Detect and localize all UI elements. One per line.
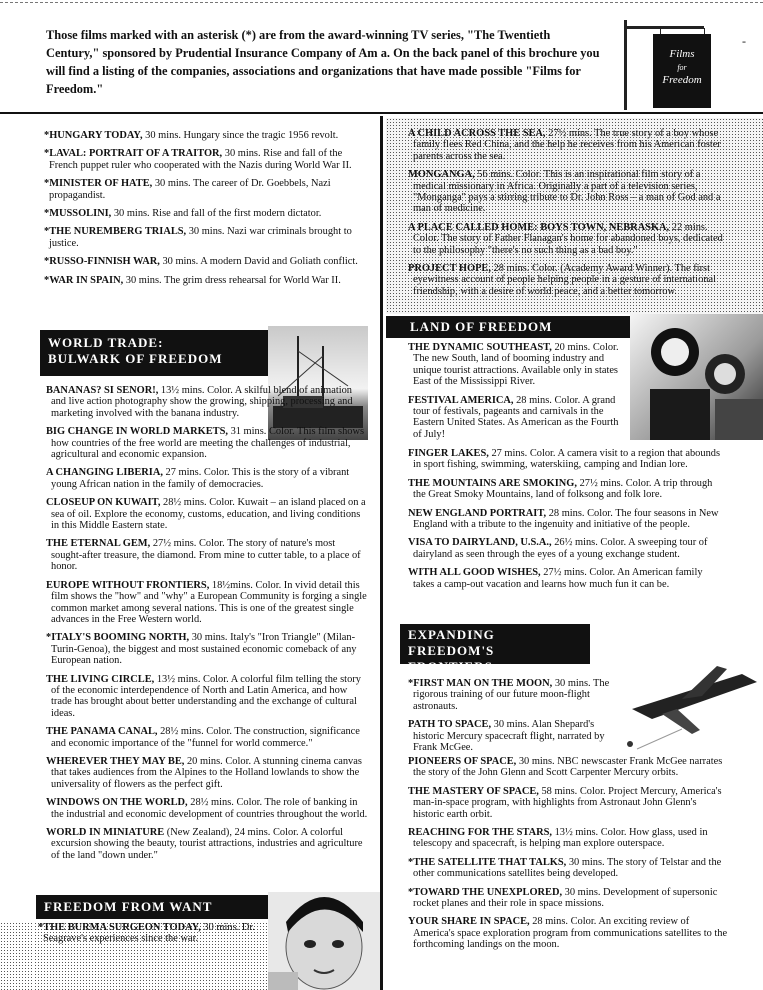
film-description: 30 mins. The rigorous training of our future moon-flight astronauts. — [413, 678, 610, 712]
stipple-pattern — [0, 922, 34, 990]
film-entry — [46, 632, 368, 666]
film-description: 20 mins. Color. A stunning cinema canvas that takes audiences from the Alpines to the Holland lowlands to show the universality of flowers as the perfect gift. — [51, 755, 362, 790]
film-title: FESTIVAL AMERICA, — [408, 394, 514, 406]
film-description: 13½ mins. Color. How glass, used in telescopy and spacecraft, is helping man explore outerspace. — [413, 827, 708, 850]
film-title: FINGER LAKES, — [408, 448, 489, 459]
film-entry — [46, 580, 368, 626]
film-entry — [46, 538, 368, 572]
film-title: *ITALY'S BOOMING NORTH, — [46, 632, 190, 644]
history-films-list — [44, 130, 366, 293]
festival-photo — [630, 314, 763, 440]
film-title: A PLACE CALLED HOME: BOYS TOWN, NEBRASKA, — [408, 221, 670, 233]
film-entry — [408, 857, 730, 880]
film-description: 30 mins. Italy's "Iron Triangle" (Milan-Turin-Genoa), the biggest and most sustained economic comeback of any European nation. — [51, 632, 357, 667]
masked-figures-icon — [630, 314, 763, 440]
film-description: 30 mins. Development of supersonic rocket planes and their role in space missions. — [413, 886, 718, 910]
margin-mark: - — [742, 34, 746, 48]
film-title: THE ETERNAL GEM, — [46, 538, 151, 550]
film-entry — [46, 497, 368, 531]
film-description: 30 mins. Nazi war criminals brought to justice. — [49, 226, 352, 249]
film-entry — [38, 922, 264, 945]
film-description: 28½ mins. Color. The construction, significance and economic importance of the "funnel for world commerce." — [51, 726, 360, 749]
film-description: 26½ mins. Color. A sweeping tour of dairyland as seen through the eyes of a young exchange student. — [413, 537, 708, 560]
film-entry — [408, 342, 628, 388]
film-description: 27½ mins. The true story of a boy whose family flees Red China, and the help he receives from his American foster parents across the sea. — [413, 128, 721, 162]
film-description: 30 mins. A modern David and Goliath conflict. — [159, 256, 358, 268]
film-title: THE MOUNTAINS ARE SMOKING, — [408, 477, 577, 489]
film-description: 18½mins. Color. In vivid detail this film shows the "how" and "why" a European Community is forging a single common market among several nations. This is one of the greatest single advances in the Free Western world. — [51, 579, 367, 625]
film-title: YOUR SHARE IN SPACE, — [408, 916, 530, 928]
sign-post — [624, 20, 627, 110]
film-description: 30 mins. Hungary since the tragic 1956 revolt. — [142, 130, 339, 141]
film-title: REACHING FOR THE STARS, — [408, 827, 552, 839]
film-description: 27½ mins. Color. The story of nature's most sought-after treasure, the diamond. From mine to cutter table, to a place of honor. — [51, 538, 361, 573]
film-description: 13½ mins. Color. A colorful film telling the story of the economic interdependence of North and Latin America, and how trade has brought about better understanding and the exchange of cultural ideas. — [51, 673, 361, 719]
film-entry — [408, 756, 730, 779]
child-photo — [268, 892, 380, 990]
film-title: *MUSSOLINI, — [44, 208, 112, 220]
films-for-freedom-sign — [620, 20, 715, 110]
band-line: FREEDOM'S FRONTIERS — [408, 643, 495, 674]
rocket-plane-photo — [622, 654, 763, 754]
film-entry — [46, 827, 368, 861]
film-entry — [408, 128, 725, 162]
film-description: 31 mins. Color. This film shows how countries of the free world are meeting the challenges of industrial, agricultural and economic expansion. — [51, 426, 365, 461]
section-band-expanding-frontiers — [400, 624, 590, 674]
column-divider — [380, 116, 383, 990]
film-description: 30 mins. The career of Dr. Goebbels, Nazi propagandist. — [49, 178, 331, 201]
film-title: WORLD IN MINIATURE — [46, 827, 165, 838]
section-band-land-of-freedom: LAND OF FREEDOM — [386, 316, 630, 338]
top-border — [0, 2, 763, 3]
film-title: A CHANGING LIBERIA, — [46, 467, 163, 479]
rocket-plane-icon — [622, 654, 763, 754]
film-entry — [44, 256, 366, 267]
film-entry — [46, 467, 368, 490]
film-entry — [408, 478, 726, 501]
film-description: 28 mins. Color. An exciting review of America's space exploration program from communications satellites to the forthcoming landings on the moon. — [413, 916, 728, 951]
child-face-icon — [268, 892, 380, 990]
film-description: 20 mins. Color. The new South, land of booming industry and unique tourist attractions. Available only in states East of the Mississippi River. — [413, 342, 619, 388]
film-entry — [44, 178, 366, 201]
humanity-films-list — [386, 118, 763, 314]
film-description: 28 mins. Color. A grand tour of festivals, pageants and carnivals in the Eastern United States. As American as the Fourth of July! — [413, 394, 619, 440]
film-entry — [408, 448, 726, 471]
film-title: BIG CHANGE IN WORLD MARKETS, — [46, 426, 228, 438]
section-band-world-trade — [40, 330, 268, 376]
film-description: 28 mins. Color. The four seasons in New England with a tribute to the ingenuity and initiative of the people. — [413, 507, 719, 531]
film-title: WINDOWS ON THE WORLD, — [46, 797, 188, 809]
film-entry — [408, 719, 618, 753]
frontiers-list-top — [408, 678, 618, 760]
film-title: MONGANGA, — [408, 169, 475, 181]
film-entry — [408, 827, 730, 850]
film-description: 30 mins. NBC newscaster Frank McGee narrates the story of the John Glenn and Scott Carpenter Mercury orbits. — [413, 756, 723, 779]
film-description: 27½ mins. Color. A trip through the Great Smoky Mountains, land of folksong and folk lore. — [413, 477, 713, 501]
film-description: 27 mins. Color. A camera visit to a region that abounds in sport fishing, swimming, waterskiing, camping and Indian lore. — [413, 448, 721, 471]
film-description: 22 mins. Color. The story of Father Flanagan's home for abandoned boys, dedicated to the philosophy "there's no such thing as a bad boy." — [413, 221, 723, 256]
film-entry — [408, 537, 726, 560]
sign-line: for — [677, 63, 687, 72]
band-line: BULWARK OF FREEDOM — [48, 351, 223, 366]
frontiers-list — [408, 756, 730, 958]
film-title: WITH ALL GOOD WISHES, — [408, 567, 541, 579]
film-title: *THE BURMA SURGEON TODAY, — [38, 922, 201, 933]
section-band-freedom-from-want: FREEDOM FROM WANT — [36, 895, 268, 919]
film-description: 30 mins. Rise and fall of the French puppet ruler who cooperated with the Nazis during World War II. — [49, 148, 352, 171]
band-line: EXPANDING — [408, 627, 495, 642]
film-entry — [408, 916, 730, 950]
film-title: BANANAS? SI SENOR!, — [46, 385, 159, 396]
film-description: 56 mins. Color. This is an inspirational film story of a medical missionary in Africa. Originally a part of a television series, "Monganga" pays a stirring tribute to Dr. John Ross – a man of God and a man of medicine. — [413, 169, 721, 215]
film-description: 27 mins. Color. This is the story of a vibrant young African nation in the family of democracies. — [51, 467, 350, 490]
film-title: *TOWARD THE UNEXPLORED, — [408, 886, 563, 898]
film-title: THE LIVING CIRCLE, — [46, 673, 155, 685]
film-entry — [408, 508, 726, 531]
film-title: PATH TO SPACE, — [408, 719, 492, 731]
header-rule — [0, 112, 763, 114]
film-description: 28 mins. Color. (Academy Award Winner). The first eyewitness account of people helping people in a gesture of international friendship, with a desire of world peace, and a better tomorrow. — [413, 263, 716, 297]
film-description: (New Zealand), 24 mins. Color. A colorful excursion showing the beauty, tourist attractions, industries and agriculture of the land "down under." — [51, 827, 363, 861]
film-title: WHEREVER THEY MAY BE, — [46, 755, 185, 767]
land-of-freedom-list-top — [408, 342, 628, 447]
sign-line: Films — [669, 48, 695, 60]
film-entry — [44, 275, 366, 286]
film-entry — [46, 797, 368, 820]
film-entry — [44, 226, 366, 249]
film-title: EUROPE WITHOUT FRONTIERS, — [46, 579, 210, 591]
film-title: *RUSSO-FINNISH WAR, — [44, 256, 160, 268]
film-entry — [408, 222, 725, 256]
band-line: WORLD TRADE: — [48, 335, 164, 350]
film-title: *THE SATELLITE THAT TALKS, — [408, 856, 567, 868]
film-description: 13½ mins. Color. A skilful blend of animation and live action photography show the growing, shipping, processing and marketing involved with the banana industry. — [51, 385, 353, 419]
film-entry — [46, 426, 368, 460]
film-entry — [44, 130, 366, 141]
film-description: 27½ mins. Color. An American family takes a camp-out vacation and learns how much fun it can be. — [413, 567, 703, 590]
film-title: *WAR IN SPAIN, — [44, 274, 124, 286]
film-entry — [408, 887, 730, 910]
film-entry — [44, 208, 366, 219]
film-entry — [408, 263, 725, 297]
film-entry — [408, 169, 725, 215]
land-of-freedom-list — [408, 448, 726, 597]
film-title: VISA TO DAIRYLAND, U.S.A., — [408, 537, 552, 549]
film-title: *THE NUREMBERG TRIALS, — [44, 226, 187, 238]
sign-board — [653, 34, 711, 108]
film-entry — [46, 385, 368, 419]
film-title: THE PANAMA CANAL, — [46, 726, 158, 738]
film-title: *MINISTER OF HATE, — [44, 178, 153, 190]
freedom-from-want-list — [34, 922, 268, 990]
film-title: THE DYNAMIC SOUTHEAST, — [408, 342, 552, 353]
film-title: CLOSEUP ON KUWAIT, — [46, 497, 161, 509]
film-entry — [46, 674, 368, 720]
film-description: 30 mins. Dr. Seagrave's experiences since the war. — [43, 922, 255, 945]
film-entry — [46, 756, 368, 790]
intro-text: Those films marked with an asterisk (*) are from the award-winning TV series, "The Twentieth Century," sponsored by Prudential Insurance Company of Am a. On the back panel of this brochure you will find a listing of the companies, associations and organizations that have made possible "Films for Freedom." — [46, 28, 600, 96]
film-title: PROJECT HOPE, — [408, 263, 491, 275]
film-title: A CHILD ACROSS THE SEA, — [408, 128, 546, 139]
sign-line: Freedom — [662, 74, 702, 86]
film-entry — [408, 567, 726, 590]
film-title: THE MASTERY OF SPACE, — [408, 785, 539, 797]
film-title: PIONEERS OF SPACE, — [408, 756, 517, 767]
film-entry — [44, 148, 366, 171]
world-trade-list — [46, 385, 368, 868]
film-entry — [408, 786, 730, 820]
film-description: 28½ mins. Color. The role of banking in the industrial and economic development of countries throughout the world. — [51, 797, 368, 820]
film-title: *LAVAL: PORTRAIT OF A TRAITOR, — [44, 148, 223, 160]
film-description: 30 mins. The grim dress rehearsal for World War II. — [123, 274, 341, 286]
film-title: *FIRST MAN ON THE MOON, — [408, 678, 553, 689]
film-description: 28½ mins. Color. Kuwait – an island placed on a sea of oil. Explore the economy, customs, education, and living conditions in this Middle Eastern state. — [51, 497, 366, 532]
sign-arm — [624, 26, 704, 29]
film-entry — [408, 678, 618, 712]
film-entry — [408, 395, 628, 441]
film-description: 30 mins. Rise and fall of the first modern dictator. — [111, 208, 322, 220]
film-description: 30 mins. The story of Telstar and the other communications satellites being developed. — [413, 856, 722, 880]
film-entry — [46, 726, 368, 749]
film-title: *HUNGARY TODAY, — [44, 130, 143, 141]
film-title: NEW ENGLAND PORTRAIT, — [408, 507, 547, 519]
film-description: 30 mins. Alan Shepard's historic Mercury spacecraft flight, narrated by Frank McGee. — [413, 719, 605, 754]
film-description: 58 mins. Color. Project Mercury, America's man-in-space program, with highlights from Astronaut John Glenn's historic earth orbit. — [413, 785, 722, 820]
